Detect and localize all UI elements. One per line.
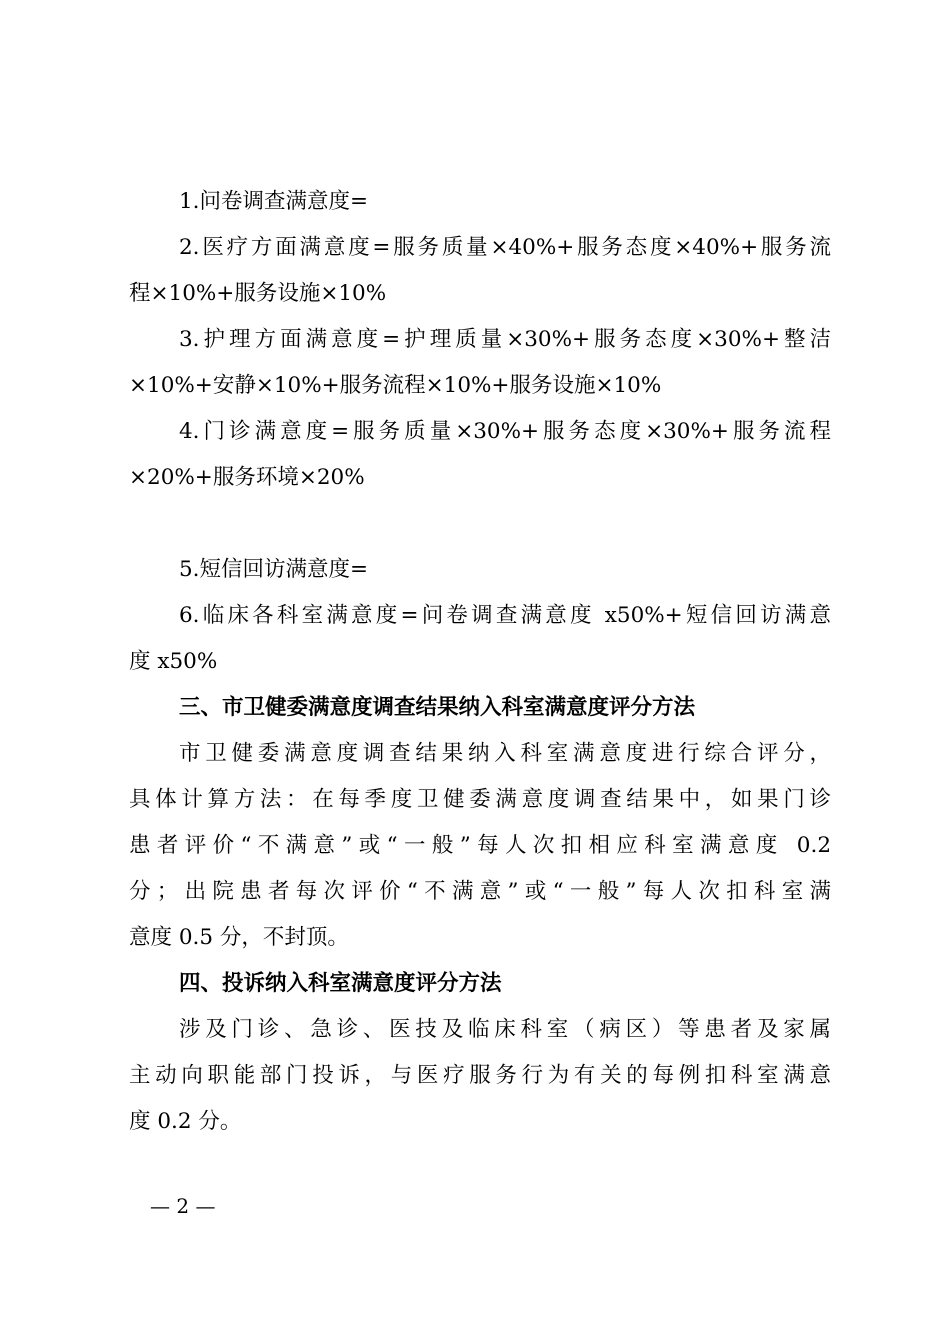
page-number: — 2 — [150, 1194, 216, 1218]
section-heading-3: 三、市卫健委满意度调查结果纳入科室满意度评分方法 [179, 695, 696, 720]
section3-paragraph-line4: 分；出院患者每次评价“不满意”或“一般”每人次扣科室满 [129, 879, 831, 904]
formula-nursing-line1: 3.护理方面满意度=护理质量×30%+服务态度×30%+整洁 [179, 327, 831, 352]
section4-paragraph-line1: 涉及门诊、急诊、医技及临床科室（病区）等患者及家属 [179, 1017, 831, 1042]
section3-paragraph-line3: 患者评价“不满意”或“一般”每人次扣相应科室满意度 0.2 [129, 833, 831, 858]
formula-sms-followup: 5.短信回访满意度= [179, 557, 369, 582]
section4-paragraph-line2: 主动向职能部门投诉，与医疗服务行为有关的每例扣科室满意 [129, 1063, 831, 1088]
formula-clinical-line2: 度 x50% [129, 649, 218, 674]
formula-clinical-line1: 6.临床各科室满意度=问卷调查满意度 x50%+短信回访满意 [179, 603, 831, 628]
section4-paragraph-line3: 度 0.2 分。 [129, 1109, 242, 1134]
section3-paragraph-line5: 意度 0.5 分，不封顶。 [129, 925, 349, 950]
section-heading-4: 四、投诉纳入科室满意度评分方法 [179, 971, 502, 996]
formula-outpatient-line1: 4.门诊满意度=服务质量×30%+服务态度×30%+服务流程 [179, 419, 831, 444]
formula-medical-line1: 2.医疗方面满意度=服务质量×40%+服务态度×40%+服务流 [179, 235, 831, 260]
formula-medical-line2: 程×10%+服务设施×10% [129, 281, 387, 306]
formula-nursing-line2: ×10%+安静×10%+服务流程×10%+服务设施×10% [129, 373, 662, 398]
formula-outpatient-line2: ×20%+服务环境×20% [129, 465, 365, 490]
section3-paragraph-line2: 具体计算方法：在每季度卫健委满意度调查结果中，如果门诊 [129, 787, 831, 812]
formula-questionnaire: 1.问卷调查满意度= [179, 189, 369, 214]
section3-paragraph-line1: 市卫健委满意度调查结果纳入科室满意度进行综合评分， [179, 741, 831, 766]
